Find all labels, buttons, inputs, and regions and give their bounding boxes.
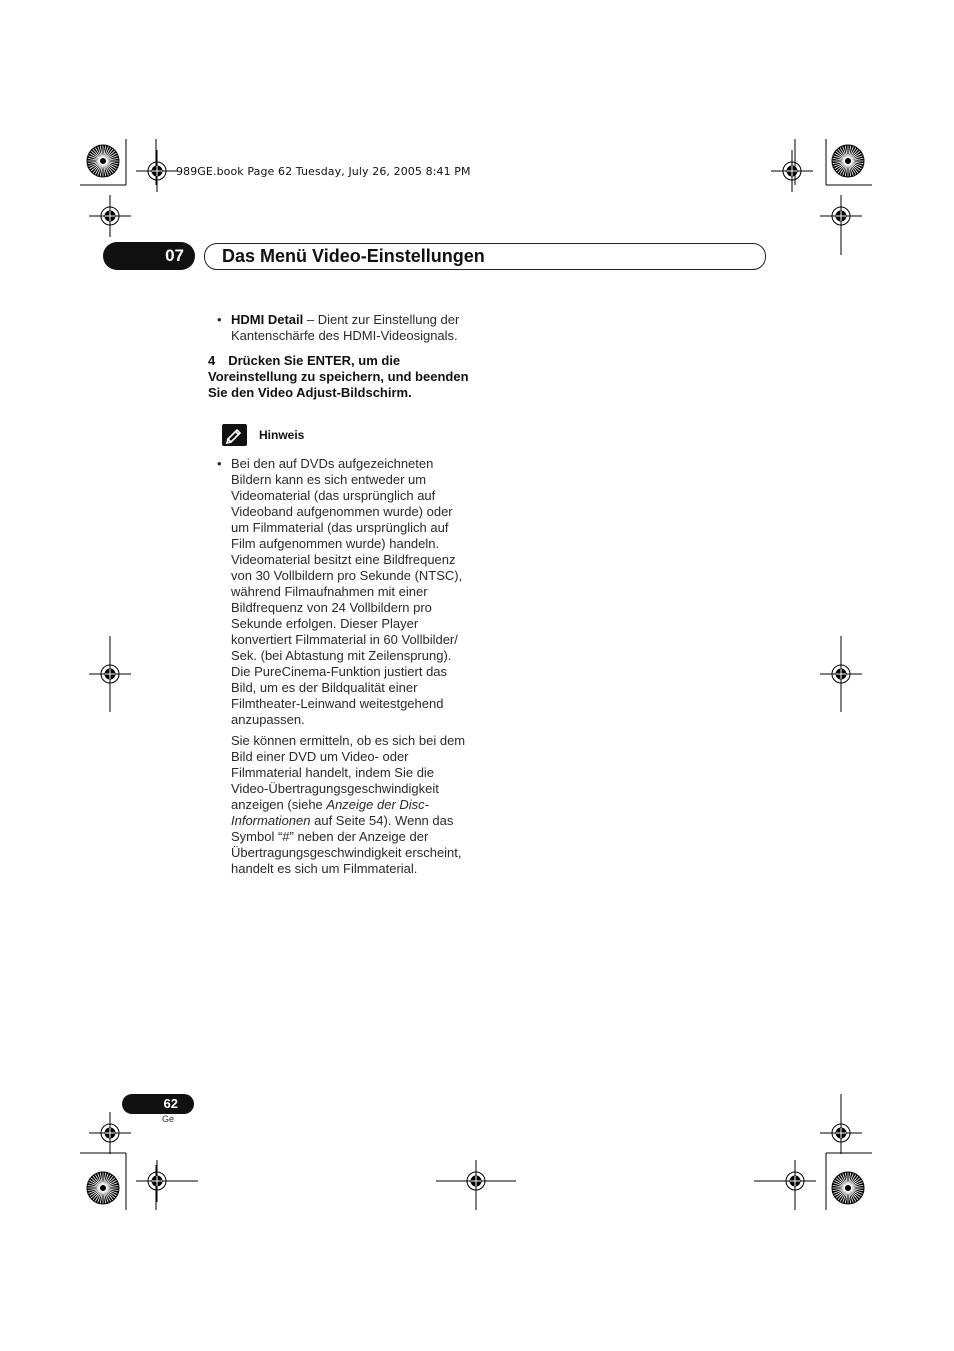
registration-crosshair-icon — [771, 150, 813, 192]
note-paragraph-line: Die PureCinema-Funktion justiert das — [231, 664, 448, 679]
step-4-line-2: Voreinstellung zu speichern, und beenden — [208, 369, 469, 384]
registration-crosshair-icon — [89, 1112, 131, 1154]
starburst-registration-icon — [831, 144, 865, 178]
para2-line: Symbol “#” neben der Anzeige der — [231, 829, 429, 844]
note-paragraph-line: Bildfrequenz von 24 Vollbildern pro — [231, 600, 432, 615]
note-paragraph-line: Bei den auf DVDs aufgezeichneten — [231, 456, 434, 471]
note-paragraph-line: Bild, um es der Bildqualität einer — [231, 680, 418, 695]
starburst-registration-icon — [86, 144, 120, 178]
para2-line: auf Seite 54). Wenn das — [310, 813, 454, 828]
para2-line: handelt es sich um Filmmaterial. — [231, 861, 418, 876]
para2-line: Übertragungsgeschwindigkeit erscheint, — [231, 845, 462, 860]
step-4 — [208, 353, 483, 401]
note-paragraph-2 — [231, 733, 493, 877]
pencil-note-icon — [222, 424, 247, 446]
note-paragraph-line: um Filmmaterial (das ursprünglich auf — [231, 520, 449, 535]
hdmi-detail-desc-2: Kantenschärfe des HDMI-Videosignals. — [231, 328, 458, 343]
note-paragraph-line: Sek. (bei Abtastung mit Zeilensprung). — [231, 648, 452, 663]
language-code: Ge — [162, 1114, 175, 1124]
step-4-line-3: Sie den Video Adjust-Bildschirm. — [208, 385, 412, 400]
para2-line: Sie können ermitteln, ob es sich bei dem — [231, 733, 466, 748]
note-paragraph-line: anzupassen. — [231, 712, 305, 727]
note-paragraph-line: während Filmaufnahmen mit einer — [231, 584, 428, 599]
note-label: Hinweis — [259, 428, 305, 442]
note-paragraph-line: Videomaterial besitzt eine Bildfrequenz — [231, 552, 456, 567]
registration-crosshair-icon — [754, 1160, 816, 1202]
chapter-number-tab: 07 — [103, 242, 195, 270]
registration-crosshair-icon — [136, 150, 178, 192]
page-number: 62 — [122, 1094, 194, 1114]
registration-crosshair-icon — [820, 636, 862, 712]
bullet-dot: • — [217, 312, 222, 327]
note-paragraph-line: von 30 Vollbildern pro Sekunde (NTSC), — [231, 568, 463, 583]
registration-crosshair-icon — [820, 1094, 862, 1154]
hdmi-detail-term: HDMI Detail — [231, 312, 304, 327]
registration-crosshair-icon — [89, 195, 131, 237]
note-paragraph-line: Filmtheater-Leinwand weitestgehend — [231, 696, 444, 711]
note-paragraph-line: Sekunde erfolgen. Dieser Player — [231, 616, 419, 631]
note-paragraph-line: Videomaterial (das ursprünglich auf — [231, 488, 436, 503]
para2-line: Filmmaterial handelt, indem Sie die — [231, 765, 435, 780]
registration-crosshair-icon — [436, 1160, 516, 1210]
note-paragraph-line: konvertiert Filmmaterial in 60 Vollbilder/ — [231, 632, 458, 647]
step-4-line-1: Drücken Sie ENTER, um die — [228, 353, 401, 368]
cross-reference: Informationen — [231, 813, 311, 828]
bullet-dot: • — [217, 456, 222, 471]
hdmi-detail-desc-1: – Dient zur Einstellung der — [303, 312, 460, 327]
bullet-hdmi-detail — [217, 312, 492, 343]
registration-crosshair-icon — [136, 1160, 198, 1202]
para2-line: anzeigen (siehe — [231, 797, 327, 812]
para2-line: Bild einer DVD um Video- oder — [231, 749, 409, 764]
cross-reference: Anzeige der Disc- — [326, 797, 430, 812]
para2-line: Video-Übertragungsgeschwindigkeit — [231, 781, 439, 796]
starburst-registration-icon — [86, 1171, 120, 1205]
chapter-title: Das Menü Video-Einstellungen — [204, 243, 766, 270]
registration-crosshair-icon — [89, 636, 131, 712]
starburst-registration-icon — [831, 1171, 865, 1205]
note-paragraph-line: Film aufgenommen wurde) handeln. — [231, 536, 440, 551]
note-icon-box — [222, 424, 247, 446]
note-paragraph-line: Bildern kann es sich entweder um — [231, 472, 427, 487]
note-paragraph-line: Videoband aufgenommen wurde) oder — [231, 504, 453, 519]
step-number: 4 — [208, 353, 216, 368]
note-paragraph-1 — [231, 456, 493, 728]
registration-crosshair-icon — [820, 195, 862, 255]
note-bullet — [217, 456, 492, 727]
book-info-line: 989GE.book Page 62 Tuesday, July 26, 2005 8:41 PM — [176, 165, 471, 178]
